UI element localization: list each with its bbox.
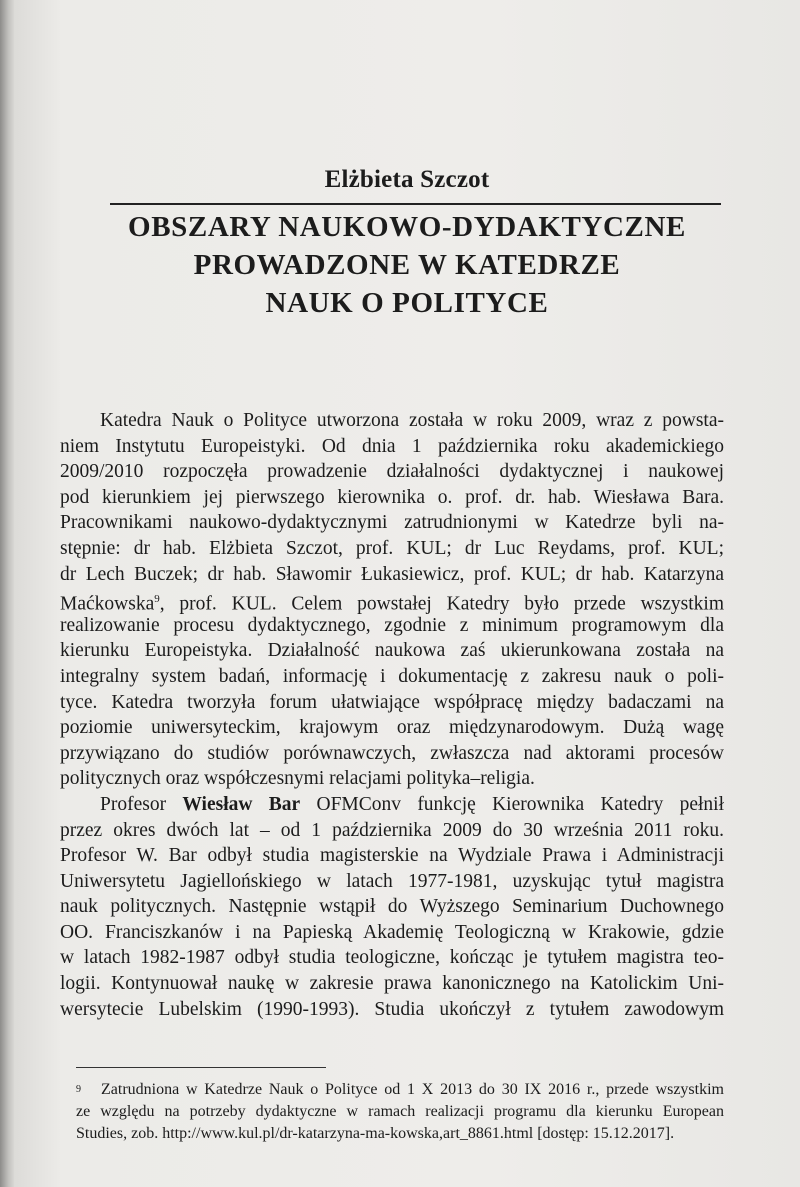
footnote-rule <box>76 1067 326 1068</box>
body-line: tyce. Katedra tworzyła forum ułatwiające współpracę między badaczami na <box>60 691 724 713</box>
line-text: , prof. KUL. Celem powstałej Katedry było przede wszystkim <box>159 593 724 615</box>
body-line: przywiązano do studiów porównawczych, zwłaszcza nad aktorami procesów <box>60 742 724 764</box>
footnote-marker: 9 <box>76 1084 81 1095</box>
book-spine <box>0 0 14 1187</box>
book-page <box>14 0 800 1187</box>
author-name: Elżbieta Szczot <box>324 166 490 193</box>
body-line: logii. Kontynuował naukę w zakresie prawa kanonicznego na Katolickim Uni- <box>60 973 724 995</box>
chapter-title <box>14 208 800 322</box>
footnote-line: ze względu na potrzeby dydaktyczne w ramach realizacji programu dla kierunku European <box>76 1103 724 1120</box>
body-line: realizowanie procesu dydaktycznego, zgodnie z minimum programowym dla <box>60 614 724 636</box>
body-line <box>60 587 724 613</box>
body-line: poziomie uniwersyteckim, krajowym oraz międzynarodowym. Dużą wagę <box>60 717 724 739</box>
body-line: integralny system badań, informację i dokumentację z zakresu nauk o poli- <box>60 665 724 687</box>
body-line: pod kierunkiem jej pierwszego kierownika o. prof. dr. hab. Wiesława Bara. <box>60 486 724 508</box>
title-line: OBSZARY NAUKOWO-DYDAKTYCZNE <box>128 211 686 243</box>
bold-name: Wiesław Bar <box>182 793 301 815</box>
body-line: Profesor W. Bar odbył studia magisterskie na Wydziale Prawa i Administracji <box>60 845 724 867</box>
body-line: Uniwersytetu Jagiellońskiego w latach 1977-1981, uzyskując tytuł magistra <box>60 870 724 892</box>
body-line: OO. Franciszkanów i na Papieską Akademię Teologiczną w Krakowie, gdzie <box>60 921 724 943</box>
body-line: stępnie: dr hab. Elżbieta Szczot, prof. KUL; dr Luc Reydams, prof. KUL; <box>60 537 724 559</box>
body-line: 2009/2010 rozpoczęła prowadzenie działalności dydaktycznej i naukowej <box>60 461 724 483</box>
title-line: NAUK O POLITYCE <box>265 287 549 319</box>
body-line <box>60 792 724 818</box>
line-text: OFMConv funkcję Kierownika Katedry pełnił <box>300 793 724 815</box>
title-line: PROWADZONE W KATEDRZE <box>193 249 621 281</box>
title-rule <box>110 203 721 205</box>
body-line: politycznych oraz współczesnymi relacjami polityka–religia. <box>60 768 535 790</box>
footnote <box>76 1079 724 1145</box>
body-line: Pracownikami naukowo-dydaktycznymi zatrudnionymi w Katedrze byli na- <box>60 512 724 534</box>
body-line: wersytecie Lubelskim (1990-1993). Studia ukończył z tytułem zawodowym <box>60 998 724 1020</box>
body-line: w latach 1982-1987 odbył studia teologiczne, kończąc je tytułem magistra teo- <box>60 947 724 969</box>
body-line: kierunku Europeistyka. Działalność naukowa zaś ukierunkowana została na <box>60 640 724 662</box>
footnote-text: Zatrudniona w Katedrze Nauk o Polityce od 1 X 2013 do 30 IX 2016 r., przede wszystkim <box>101 1081 724 1098</box>
footnote-ref: 9 <box>154 593 160 606</box>
footnote-line: Studies, zob. http://www.kul.pl/dr-katarzyna-ma-kowska,art_8861.html [dostęp: 15.12.2017]. <box>76 1125 675 1142</box>
body-text <box>60 408 724 1022</box>
body-line: Katedra Nauk o Polityce utworzona została w roku 2009, wraz z powsta- <box>100 410 724 431</box>
body-line: przez okres dwóch lat – od 1 października 2009 do 30 września 2011 roku. <box>60 819 724 841</box>
body-line: niem Instytutu Europeistyki. Od dnia 1 października roku akademickiego <box>60 435 724 457</box>
name-text: Maćkowska <box>60 593 155 615</box>
body-line: nauk politycznych. Następnie wstąpił do Wyższego Seminarium Duchownego <box>60 896 724 918</box>
body-line: dr Lech Buczek; dr hab. Sławomir Łukasiewicz, prof. KUL; dr hab. Katarzyna <box>60 563 724 585</box>
line-text: Profesor <box>100 793 183 815</box>
footnote-line <box>76 1079 724 1101</box>
